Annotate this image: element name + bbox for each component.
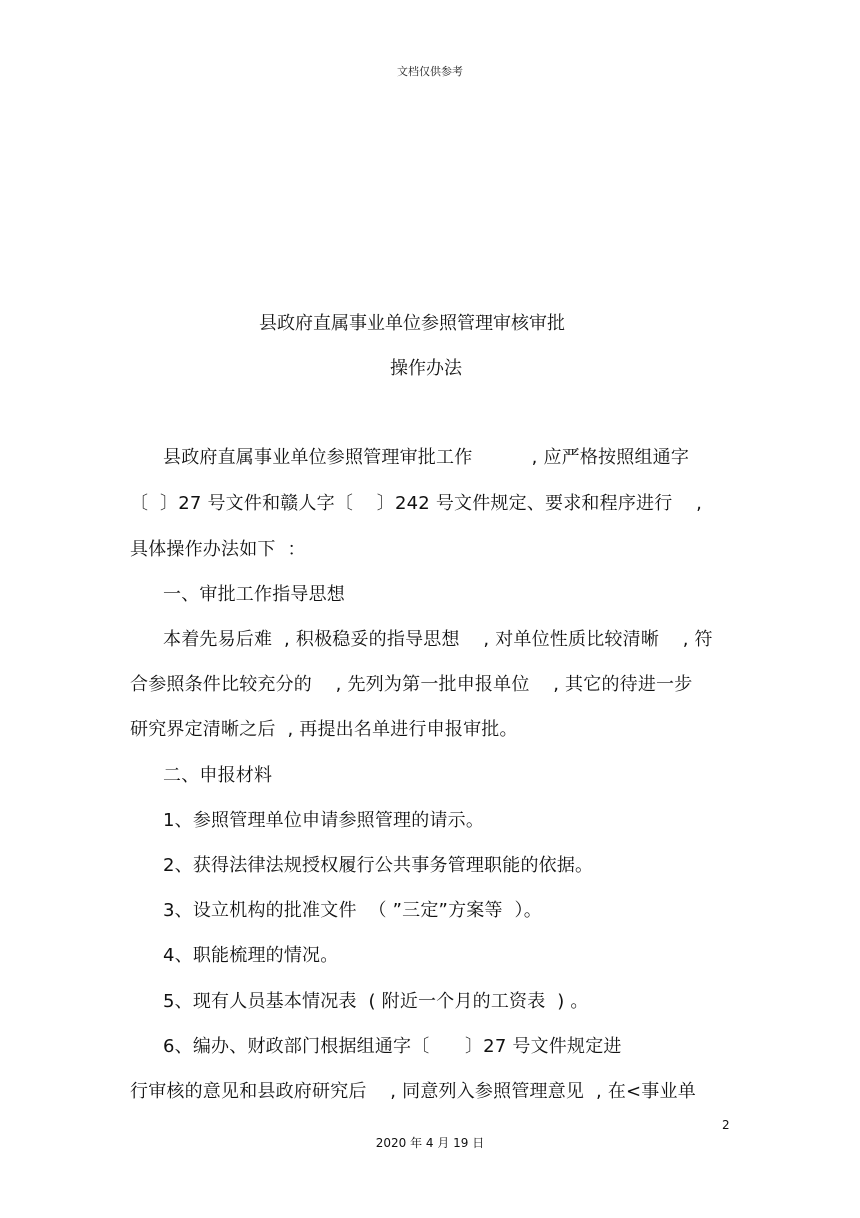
list-item: 3、设立机构的批准文件 （ ”三定”方案等 ）。 (163, 900, 542, 921)
paragraph-line: 〔 〕27 号文件和赣人字〔 〕242 号文件规定、要求和程序进行 , (130, 493, 703, 514)
document-subtitle: 操作办法 (390, 358, 462, 379)
list-item: 6、编办、财政部门根据组通字〔 〕27 号文件规定进 (163, 1036, 622, 1057)
list-item: 2、获得法律法规授权履行公共事务管理职能的依据。 (163, 855, 594, 876)
list-item: 1、参照管理单位申请参照管理的请示。 (163, 810, 485, 831)
paragraph-line: 研究界定清晰之后 , 再提出名单进行申报审批。 (130, 719, 518, 740)
paragraph-line: 县政府直属事业单位参照管理审批工作 , 应严格按照组通字 (163, 447, 690, 468)
list-item: 4、职能梳理的情况。 (163, 945, 339, 966)
document-title: 县政府直属事业单位参照管理审核审批 (259, 313, 565, 334)
paragraph-line: 具体操作办法如下 ： (130, 539, 306, 560)
paragraph-line: 合参照条件比较充分的 , 先列为第一批申报单位 , 其它的待进一步 (130, 674, 693, 695)
paragraph-line: 本着先易后难 , 积极稳妥的指导思想 , 对单位性质比较清晰 , 符 (163, 629, 713, 650)
page-number: 2 (722, 1118, 730, 1132)
paragraph-line: 行审核的意见和县政府研究后 , 同意列入参照管理意见 , 在<事业单 (130, 1081, 696, 1102)
document-header: 文档仅供参考 (397, 65, 463, 78)
section-heading: 二、申报材料 (163, 765, 273, 786)
section-heading: 一、审批工作指导思想 (163, 584, 345, 605)
list-item: 5、现有人员基本情况表 ( 附近一个月的工资表 ) 。 (163, 991, 589, 1012)
footer-date: 2020 年 4 月 19 日 (375, 1136, 485, 1150)
